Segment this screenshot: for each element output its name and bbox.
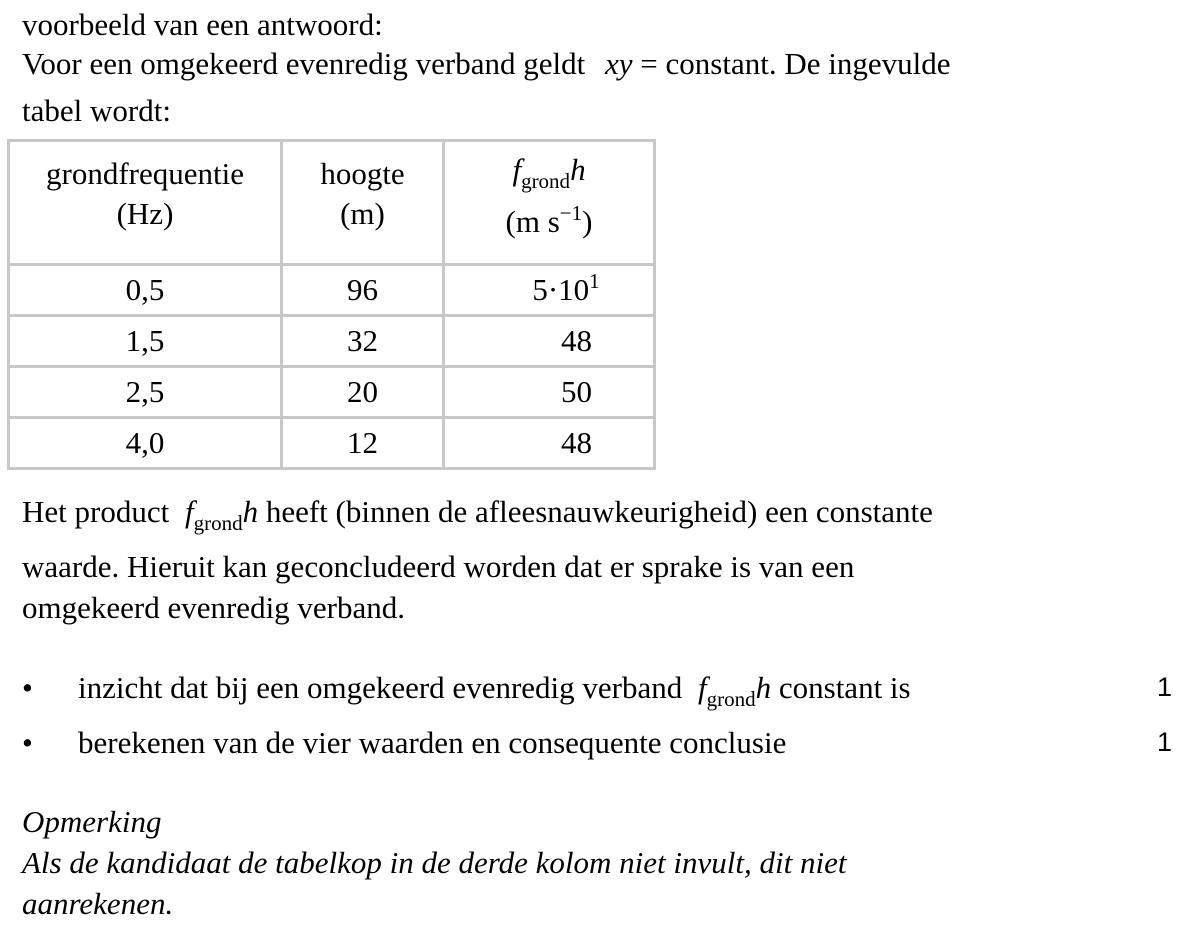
intro-line-2-end: De ingevulde [776,46,951,81]
criterion-score: 1 [1157,727,1173,757]
conclusion-symbol-h: h [242,494,259,529]
header-frequency-unit: (Hz) [116,196,174,231]
cell-frequency: 1,5 [9,316,282,367]
table-row [9,316,655,367]
remark-line-1: Als de kandidaat de tabelkop in de derde kolom niet invult, dit niet [22,845,847,880]
intro-line-1: voorbeeld van een antwoord: [22,7,383,42]
conclusion-text-start: Het product [22,494,177,529]
header-product [444,141,655,265]
conclusion-line-3: omgekeerd evenredig verband. [22,590,406,625]
bullet-icon: • [22,725,33,760]
table-row [9,418,655,469]
intro-line-3: tabel wordt: [22,93,171,128]
header-frequency [9,141,282,265]
cell-frequency: 2,5 [9,367,282,418]
cell-product: 48 [444,316,655,367]
cell-product: $5\cdot 10^1$ [444,265,655,316]
conclusion-line-2: waarde. Hieruit kan geconcludeerd worden dat er sprake is van een [22,549,855,584]
header-product-symbol: $f_{grond}h$ [512,152,586,193]
cell-height: 12 [282,418,444,469]
cell-height: 96 [282,265,444,316]
conclusion-symbol-sub: grond [193,511,243,535]
intro-equals-constant: = constant. [632,46,777,81]
bullet-icon: • [22,670,33,705]
cell-height: 32 [282,316,444,367]
table-row [9,367,655,418]
header-product-unit: (m $s^{-1}$) [505,201,593,239]
intro-variable-xy: xy [605,46,633,81]
criterion-text: berekenen van de vier waarden en consequente conclusie [78,725,787,760]
conclusion-line-1 [22,494,933,535]
criterion-text: inzicht dat bij een omgekeerd evenredig verband $f_{grond}h$ constant is [78,670,911,711]
cell-product: 50 [444,367,655,418]
intro-line-2 [22,48,950,79]
remark-line-2: aanrekenen. [22,886,174,921]
cell-frequency: 4,0 [9,418,282,469]
cell-height: 20 [282,367,444,418]
data-table [7,139,656,470]
remark-title: Opmerking [22,804,162,839]
header-height-unit: (m) [340,196,385,231]
header-height-label: hoogte [320,156,405,191]
table-header-row [9,141,655,265]
table-row [9,265,655,316]
header-frequency-label: grondfrequentie [46,156,244,191]
cell-product: 48 [444,418,655,469]
conclusion-symbol-f: f [184,494,194,529]
intro-line-2-text: Voor een omgekeerd evenredig verband geldt [22,46,586,81]
criterion-score: 1 [1157,672,1173,702]
conclusion-text-end: heeft (binnen de afleesnauwkeurigheid) een constante [258,494,933,529]
cell-frequency: 0,5 [9,265,282,316]
header-height [282,141,444,265]
